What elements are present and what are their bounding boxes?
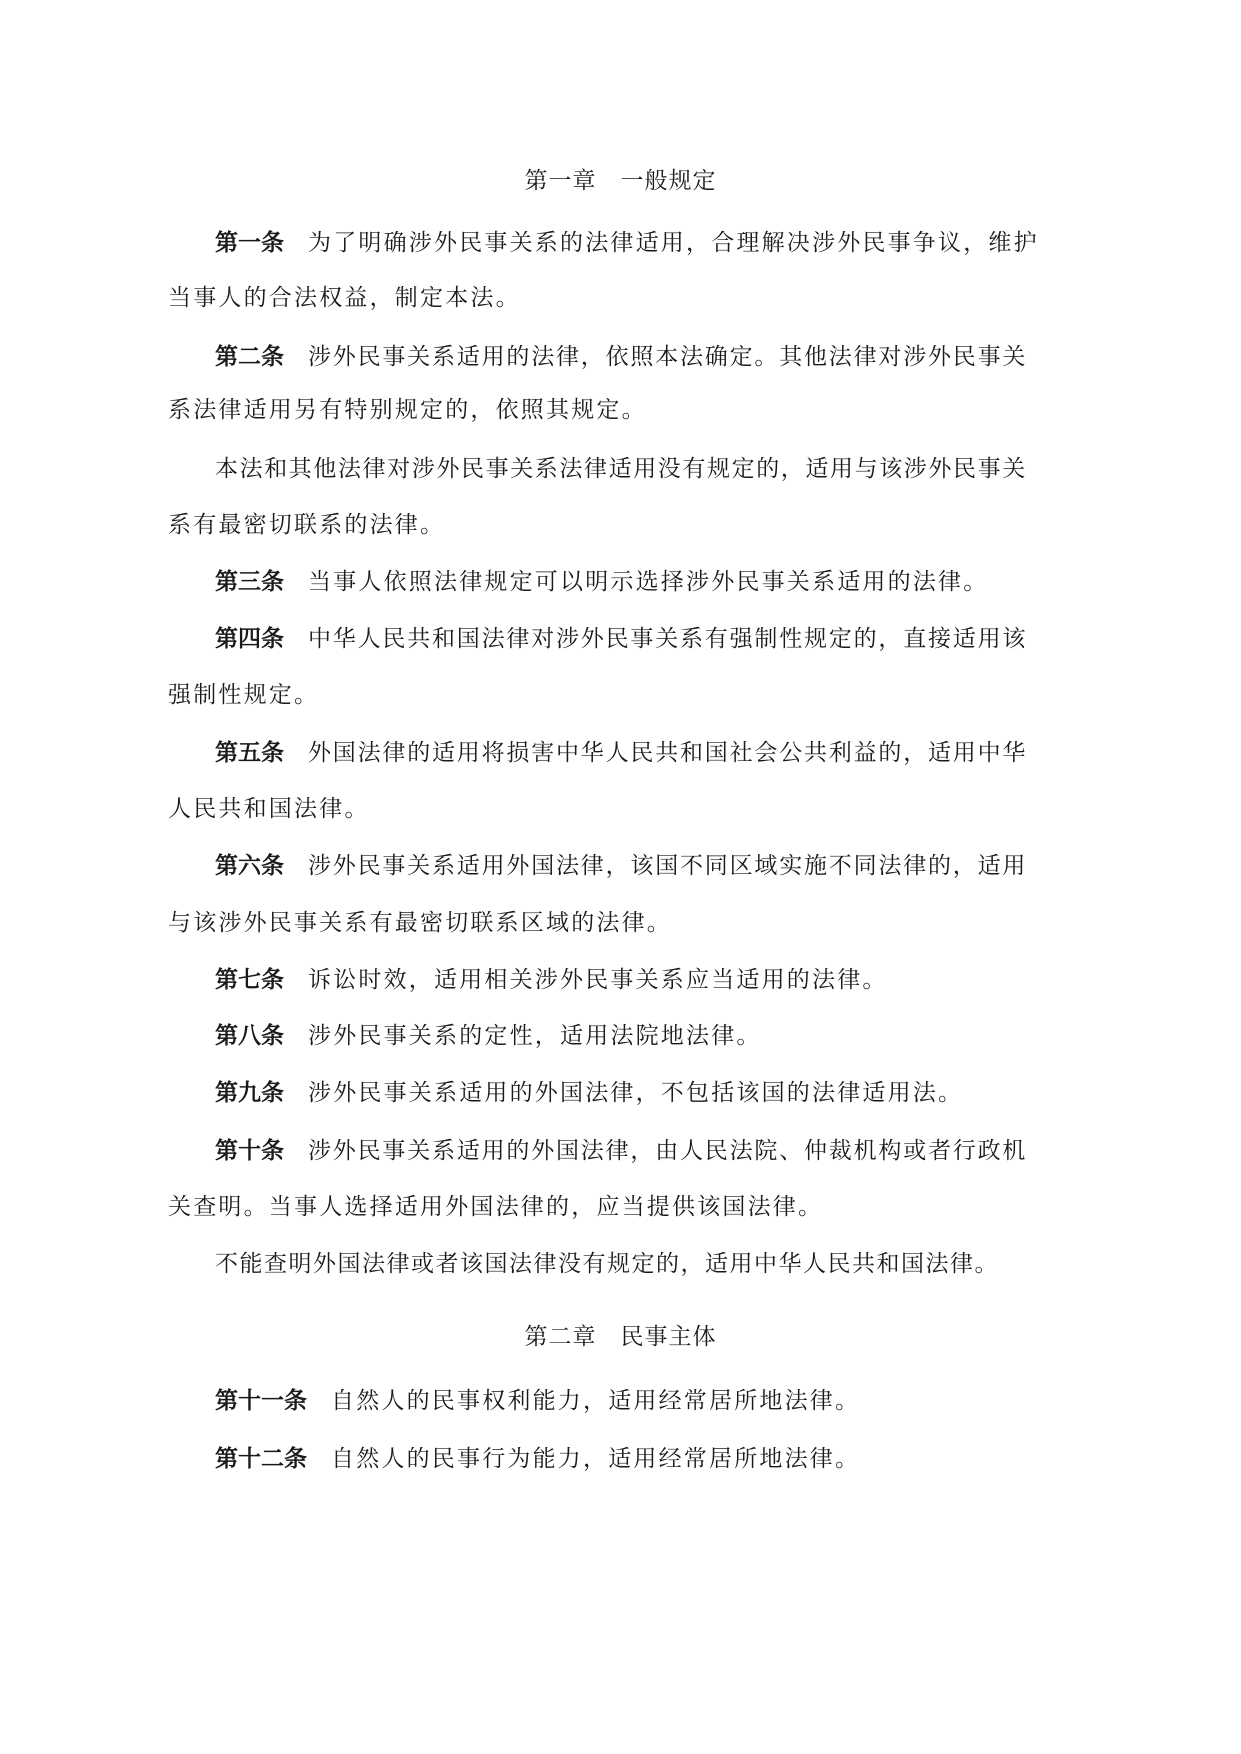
article-line bbox=[168, 510, 445, 540]
article-text: 涉外民事关系适用的外国法律，由人民法院、仲裁机构或者行政机 bbox=[308, 1138, 1028, 1164]
article-line bbox=[215, 851, 1027, 881]
article-text: 强制性规定。 bbox=[168, 682, 320, 708]
article-label: 第四条 bbox=[215, 625, 284, 652]
chapter-heading: 第一章 一般规定 bbox=[524, 168, 717, 194]
article-label: 第六条 bbox=[215, 852, 284, 879]
article-text: 自然人的民事权利能力，适用经常居所地法律。 bbox=[331, 1388, 861, 1414]
article-text: 涉外民事关系的定性，适用法院地法律。 bbox=[308, 1023, 762, 1049]
article-text: 外国法律的适用将损害中华人民共和国社会公共利益的，适用中华 bbox=[308, 740, 1028, 766]
article-line bbox=[168, 1192, 823, 1222]
article-label: 第九条 bbox=[215, 1079, 284, 1106]
article-line bbox=[215, 624, 1027, 654]
article-label: 第一条 bbox=[215, 229, 284, 256]
article-label: 第五条 bbox=[215, 739, 284, 766]
article-text: 与该涉外民事关系有最密切联系区域的法律。 bbox=[168, 910, 672, 936]
article-line bbox=[215, 1444, 860, 1474]
article-text: 关查明。当事人选择适用外国法律的，应当提供该国法律。 bbox=[168, 1194, 824, 1220]
chapter-heading: 第二章 民事主体 bbox=[524, 1324, 717, 1350]
article-text: 系有最密切联系的法律。 bbox=[168, 512, 446, 538]
article-text: 为了明确涉外民事关系的法律适用，合理解决涉外民事争议，维护 bbox=[308, 230, 1039, 256]
article-text: 涉外民事关系适用的外国法律，不包括该国的法律适用法。 bbox=[308, 1080, 964, 1106]
article-text: 不能查明外国法律或者该国法律没有规定的，适用中华人民共和国法律。 bbox=[215, 1251, 999, 1277]
article-text: 本法和其他法律对涉外民事关系法律适用没有规定的，适用与该涉外民事关 bbox=[215, 456, 1027, 482]
article-label: 第二条 bbox=[215, 343, 284, 370]
article-line bbox=[215, 738, 1027, 768]
article-label: 第十二条 bbox=[215, 1445, 307, 1472]
article-line bbox=[215, 1386, 860, 1416]
article-line bbox=[215, 1249, 999, 1279]
article-text: 涉外民事关系适用外国法律，该国不同区域实施不同法律的，适用 bbox=[308, 853, 1028, 879]
article-text: 涉外民事关系适用的法律，依照本法确定。其他法律对涉外民事关 bbox=[308, 344, 1028, 370]
article-label: 第三条 bbox=[215, 568, 284, 595]
article-text: 中华人民共和国法律对涉外民事关系有强制性规定的，直接适用该 bbox=[308, 626, 1028, 652]
article-text: 当事人依照法律规定可以明示选择涉外民事关系适用的法律。 bbox=[308, 569, 989, 595]
article-label: 第十条 bbox=[215, 1137, 284, 1164]
article-line bbox=[215, 1078, 963, 1108]
article-text: 系法律适用另有特别规定的，依照其规定。 bbox=[168, 397, 647, 423]
article-text: 人民共和国法律。 bbox=[168, 796, 370, 822]
article-text: 诉讼时效，适用相关涉外民事关系应当适用的法律。 bbox=[308, 967, 888, 993]
article-text: 自然人的民事行为能力，适用经常居所地法律。 bbox=[331, 1446, 861, 1472]
article-line bbox=[215, 342, 1027, 372]
article-line bbox=[215, 567, 988, 597]
article-line bbox=[168, 794, 370, 824]
article-line bbox=[215, 228, 1039, 258]
article-label: 第八条 bbox=[215, 1022, 284, 1049]
article-line bbox=[168, 283, 521, 313]
article-line bbox=[168, 680, 319, 710]
article-line bbox=[215, 1021, 762, 1051]
article-line bbox=[168, 395, 647, 425]
article-line bbox=[215, 965, 888, 995]
article-line bbox=[168, 908, 672, 938]
article-label: 第七条 bbox=[215, 966, 284, 993]
article-line bbox=[215, 454, 1027, 484]
article-text: 当事人的合法权益，制定本法。 bbox=[168, 285, 521, 311]
article-label: 第十一条 bbox=[215, 1387, 307, 1414]
article-line bbox=[215, 1136, 1027, 1166]
